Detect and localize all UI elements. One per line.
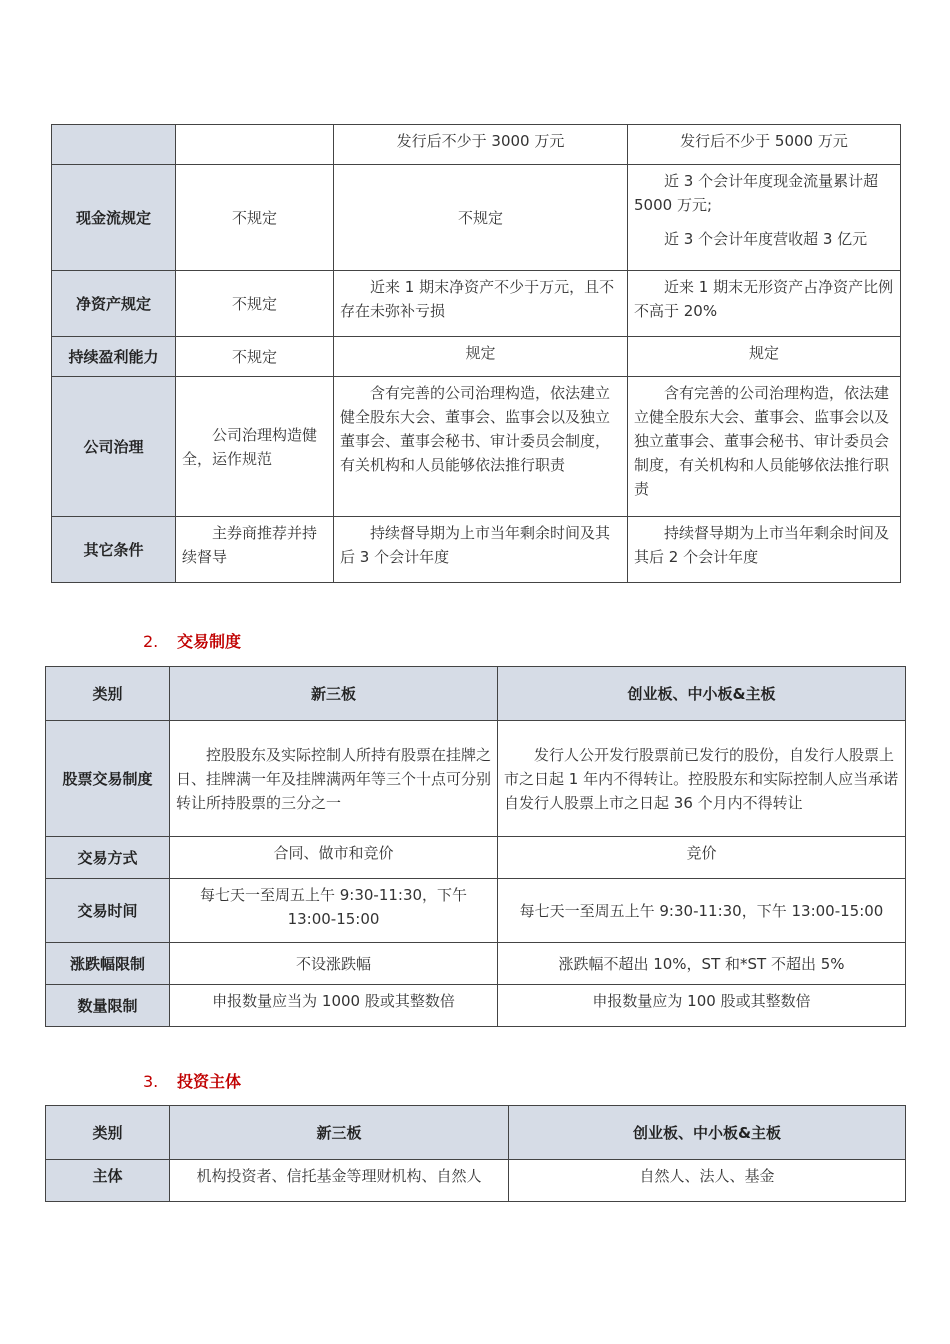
table-cell: 发行人公开发行股票前已发行的股份，自发行人股票上市之日起 1 年内不得转让。控股股东和实际控制人应当承诺自发行人股票上市之日起 36 个月内不得转让 [498,721,906,837]
table-cell: 不规定 [334,165,628,271]
row-label: 股票交易制度 [46,721,170,837]
table-cell: 近来 1 期末无形资产占净资产比例不高于 20% [628,271,901,337]
section-title: 交易制度 [177,632,242,651]
section-number: 3. [143,1072,159,1091]
row-label: 持续盈利能力 [52,337,176,377]
table-cell: 每七天一至周五上午 9:30-11:30，下午 13:00-15:00 [170,879,498,943]
table-cell: 合同、做市和竞价 [170,837,498,879]
table-cell: 含有完善的公司治理构造，依法建立健全股东大会、董事会、监事会以及独立董事会、董事会秘书、审计委员会制度，有关机构和人员能够依法推行职责 [334,377,628,517]
table-cell: 不规定 [176,165,334,271]
column-header: 创业板、中小板&主板 [509,1106,906,1160]
table-cell: 机构投资者、信托基金等理财机构、自然人 [170,1160,509,1202]
row-label: 现金流规定 [52,165,176,271]
table-cell [628,165,901,271]
column-header: 新三板 [170,667,498,721]
table-cell: 不规定 [176,271,334,337]
listing-conditions-table [51,124,901,583]
table-cell: 申报数量应为 100 股或其整数倍 [498,985,906,1027]
row-label: 涨跌幅限制 [46,943,170,985]
column-header: 类别 [46,1106,170,1160]
table-row [52,125,901,165]
table-cell: 每七天一至周五上午 9:30-11:30，下午 13:00-15:00 [498,879,906,943]
investor-table [45,1105,906,1202]
section-number: 2. [143,632,159,651]
table-cell: 不规定 [176,337,334,377]
column-header: 新三板 [170,1106,509,1160]
row-label: 交易方式 [46,837,170,879]
cash-flow-requirement: 近 3 个会计年度现金流量累计超 5000 万元; [634,172,879,214]
table-cell: 自然人、法人、基金 [509,1160,906,1202]
table-cell: 申报数量应当为 1000 股或其整数倍 [170,985,498,1027]
table-row [46,943,906,985]
table-row [46,837,906,879]
section-heading-trading [143,629,241,652]
table-cell: 规定 [334,337,628,377]
section-heading-investors [143,1069,241,1092]
table-row [52,271,901,337]
table-cell: 公司治理构造健全，运作规范 [176,377,334,517]
table-row [52,337,901,377]
row-label [52,125,176,165]
table-cell: 竞价 [498,837,906,879]
table-cell: 控股股东及实际控制人所持有股票在挂牌之日、挂牌满一年及挂牌满两年等三个十点可分别转让所持股票的三分之一 [170,721,498,837]
table-row [46,879,906,943]
table-cell: 持续督导期为上市当年剩余时间及其后 2 个会计年度 [628,517,901,583]
table-row [52,517,901,583]
table-header-row [46,667,906,721]
table-header-row [46,1106,906,1160]
row-label: 主体 [46,1160,170,1202]
table-row [46,985,906,1027]
table-row [46,721,906,837]
table-cell: 主券商推荐并持续督导 [176,517,334,583]
row-label: 交易时间 [46,879,170,943]
table-cell: 近来 1 期末净资产不少于万元，且不存在未弥补亏损 [334,271,628,337]
table-cell: 持续督导期为上市当年剩余时间及其后 3 个会计年度 [334,517,628,583]
trading-system-table [45,666,906,1027]
table-cell: 含有完善的公司治理构造，依法建立健全股东大会、董事会、监事会以及独立董事会、董事会秘书、审计委员会制度，有关机构和人员能够依法推行职责 [628,377,901,517]
revenue-requirement: 近 3 个会计年度营收超 3 亿元 [664,230,868,248]
table-row [52,377,901,517]
table-cell: 发行后不少于 3000 万元 [334,125,628,165]
table-cell: 规定 [628,337,901,377]
row-label: 其它条件 [52,517,176,583]
table-row [52,165,901,271]
section-title: 投资主体 [177,1072,242,1091]
row-label: 净资产规定 [52,271,176,337]
table-cell: 发行后不少于 5000 万元 [628,125,901,165]
table-cell: 不设涨跌幅 [170,943,498,985]
table-row [46,1160,906,1202]
column-header: 创业板、中小板&主板 [498,667,906,721]
row-label: 数量限制 [46,985,170,1027]
column-header: 类别 [46,667,170,721]
row-label: 公司治理 [52,377,176,517]
table-cell [176,125,334,165]
table-cell: 涨跌幅不超出 10%，ST 和*ST 不超出 5% [498,943,906,985]
